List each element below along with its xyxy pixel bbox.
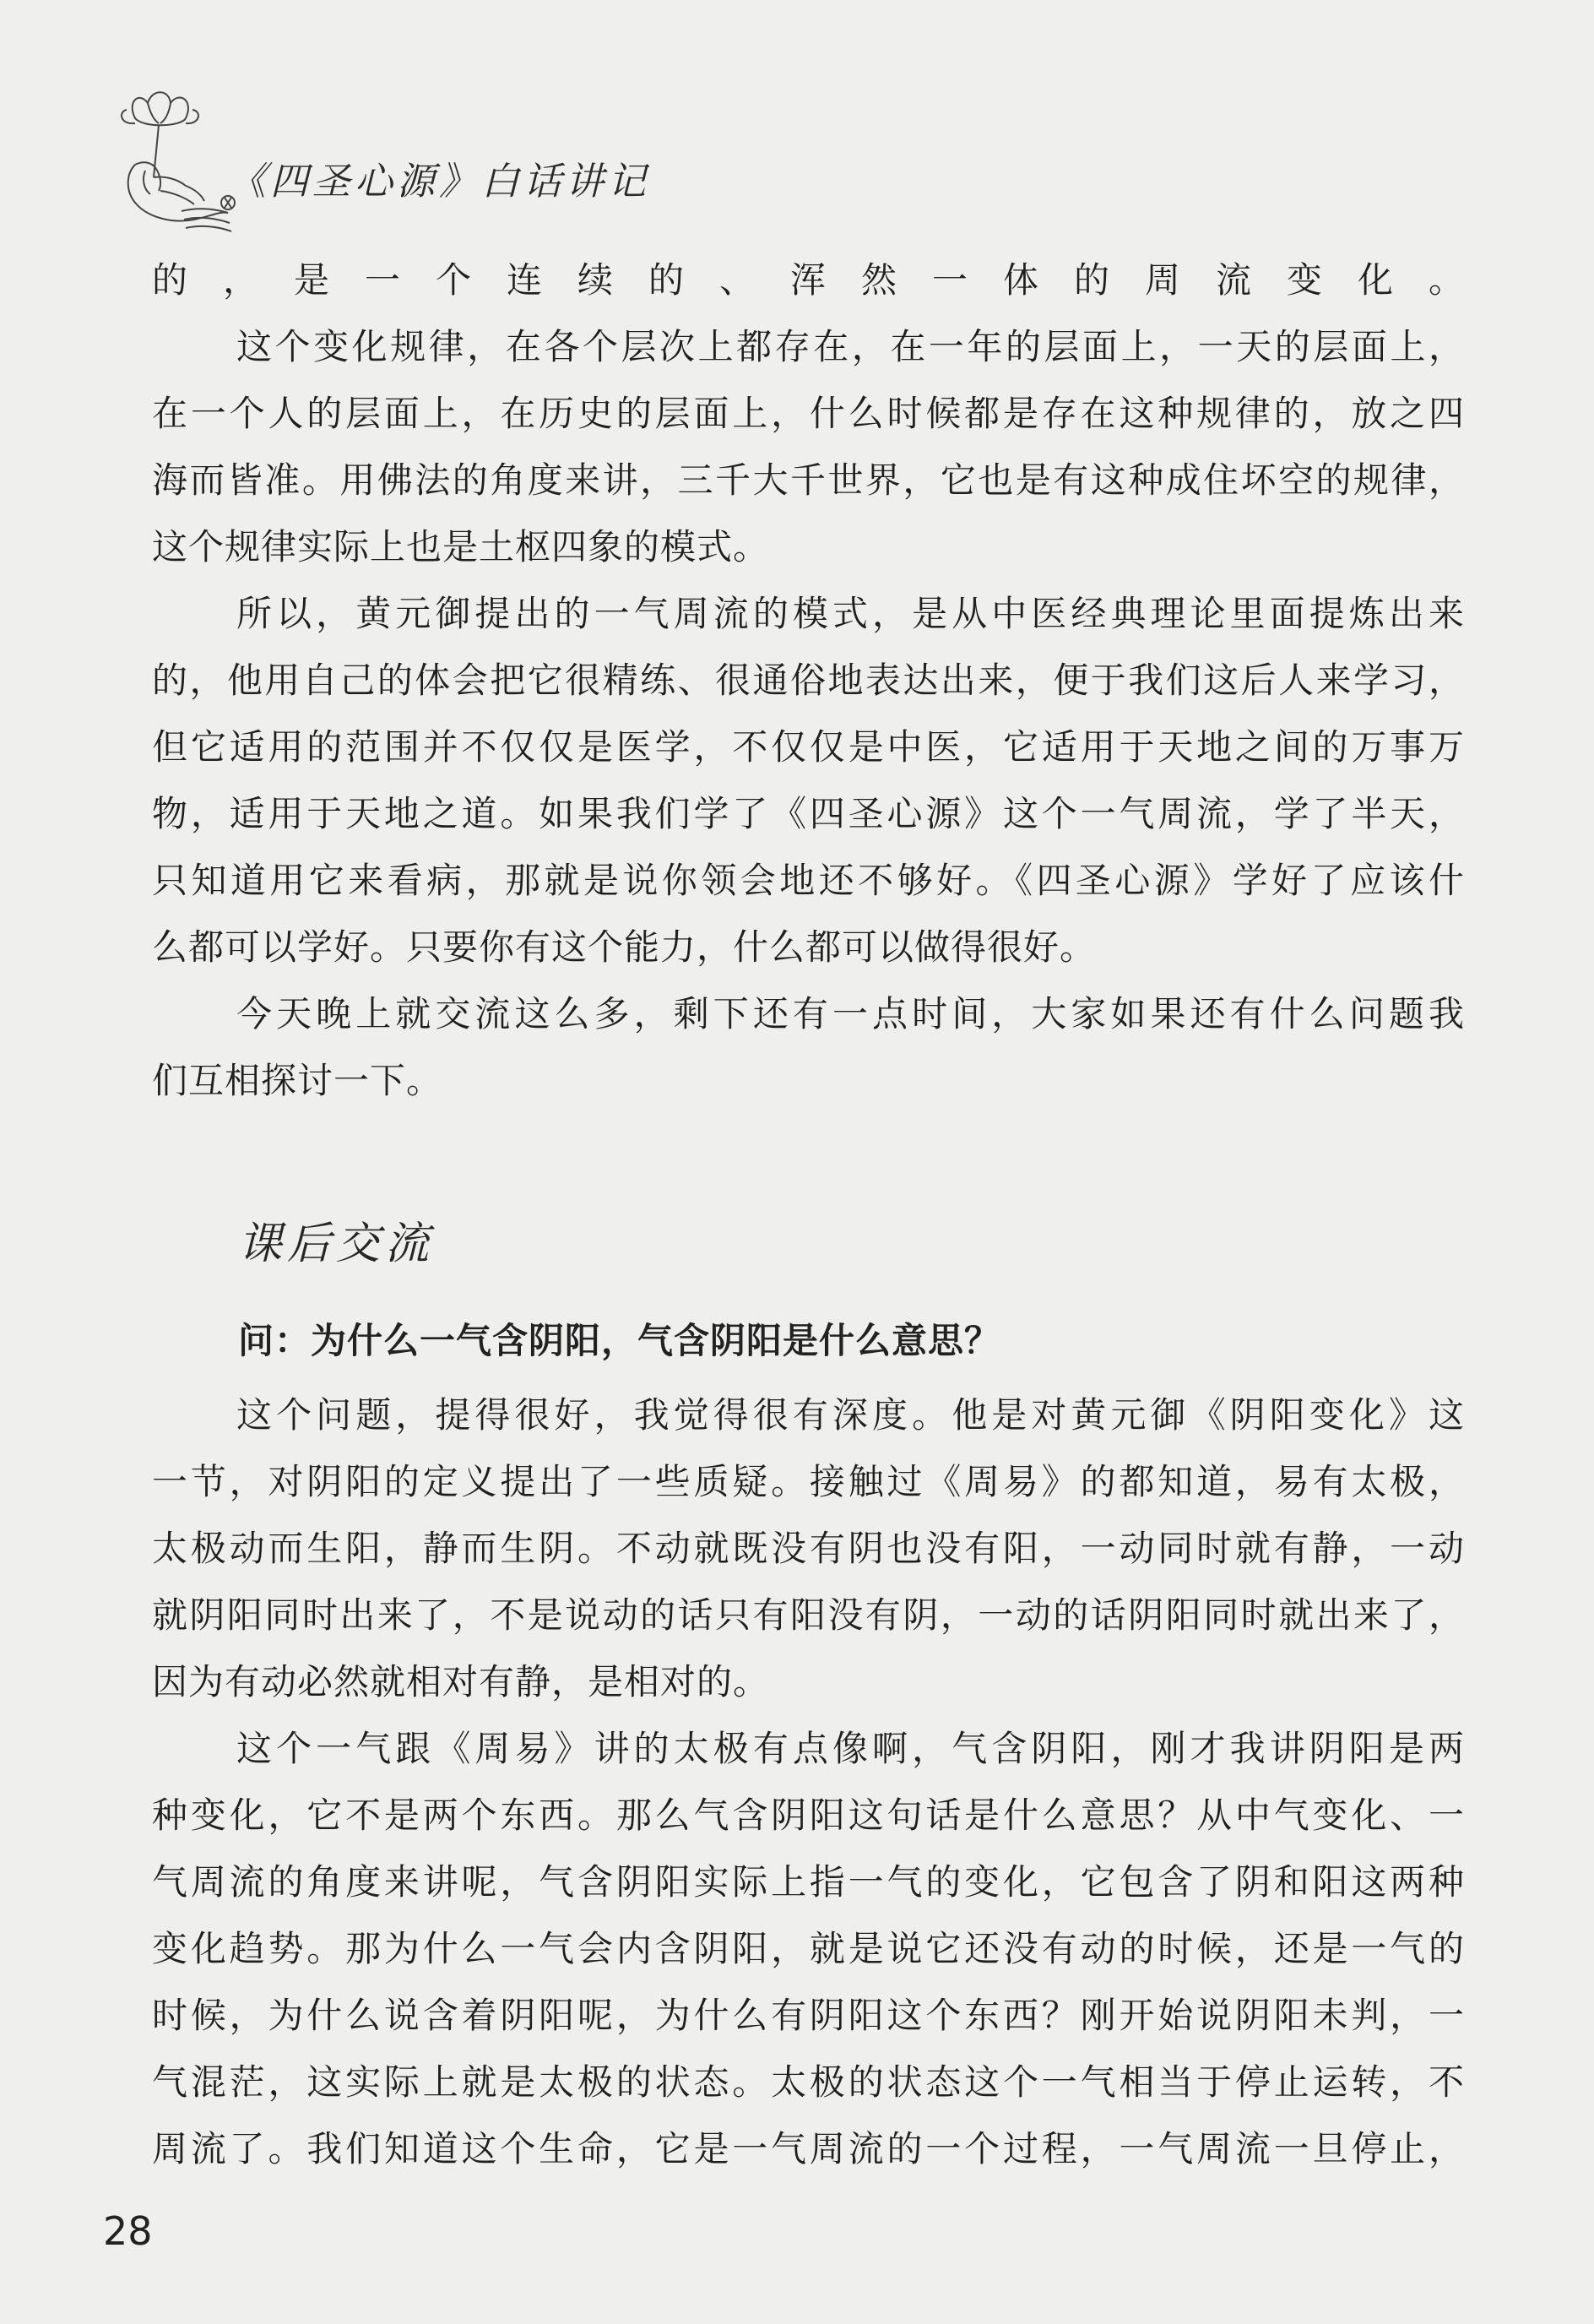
text-block-1 bbox=[152, 247, 1465, 1114]
text-line: 太极动而生阳，静而生阴。不动就既没有阴也没有阳，一动同时就有静，一动 bbox=[152, 1528, 1465, 1569]
text-line: 所以，黄元御提出的一气周流的模式，是从中医经典理论里面提炼出来 bbox=[236, 593, 1465, 634]
text-line: 一节，对阴阳的定义提出了一些质疑。接触过《周易》的都知道，易有太极， bbox=[152, 1461, 1465, 1502]
text-block-2 bbox=[152, 1382, 1465, 2182]
text-line: 变化趋势。那为什么一气会内含阴阳，就是说它还没有动的时候，还是一气的 bbox=[152, 1928, 1465, 1969]
text-line: 这个变化规律，在各个层次上都存在，在一年的层面上，一天的层面上， bbox=[236, 326, 1465, 367]
text-line: 只知道用它来看病，那就是说你领会地还不够好。《四圣心源》学好了应该什 bbox=[152, 860, 1465, 901]
text-line: 气混茫，这实际上就是太极的状态。太极的状态这个一气相当于停止运转，不 bbox=[152, 2061, 1465, 2103]
page-number: 28 bbox=[103, 2208, 153, 2254]
text-line: 的，是一个连续的、浑然一体的周流变化。 bbox=[152, 259, 1465, 301]
text-line: 气周流的角度来讲呢，气含阴阳实际上指一气的变化，它包含了阴和阳这两种 bbox=[152, 1861, 1465, 1903]
text-line: 周流了。我们知道这个生命，它是一气周流的一个过程，一气周流一旦停止， bbox=[152, 2128, 1465, 2169]
question-heading: 问：为什么一气含阴阳，气含阴阳是什么意思？ bbox=[238, 1320, 1001, 1361]
text-line: 种变化，它不是两个东西。那么气含阴阳这句话是什么意思？从中气变化、一 bbox=[152, 1795, 1465, 1836]
text-line: 物，适用于天地之道。如果我们学了《四圣心源》这个一气周流，学了半天， bbox=[152, 793, 1465, 834]
text-line: 海而皆准。用佛法的角度来讲，三千大千世界，它也是有这种成住坏空的规律， bbox=[152, 459, 1465, 501]
section-title: 课后交流 bbox=[238, 1219, 435, 1269]
text-line: 就阴阳同时出来了，不是说动的话只有阳没有阴，一动的话阴阳同时就出来了， bbox=[152, 1594, 1465, 1636]
text-line: 在一个人的层面上，在历史的层面上，什么时候都是存在这种规律的，放之四 bbox=[152, 393, 1465, 434]
text-line: 时候，为什么说含着阴阳呢，为什么有阴阳这个东西？刚开始说阴阳未判，一 bbox=[152, 1995, 1465, 2036]
text-line: 们互相探讨一下。 bbox=[152, 1060, 443, 1101]
text-line: 因为有动必然就相对有静，是相对的。 bbox=[152, 1661, 770, 1702]
text-line: 么都可以学好。只要你有这个能力，什么都可以做得很好。 bbox=[152, 926, 1097, 968]
text-line: 今天晚上就交流这么多，剩下还有一点时间，大家如果还有什么问题我 bbox=[236, 993, 1465, 1034]
book-title: 《四圣心源》白话讲记 bbox=[228, 159, 651, 204]
text-line: 这个问题，提得很好，我觉得很有深度。他是对黄元御《阴阳变化》这 bbox=[236, 1394, 1465, 1436]
text-line: 但它适用的范围并不仅仅是医学，不仅仅是中医，它适用于天地之间的万事万 bbox=[152, 726, 1465, 768]
lotus-hand-icon bbox=[101, 84, 236, 236]
text-line: 的，他用自己的体会把它很精练、很通俗地表达出来，便于我们这后人来学习， bbox=[152, 660, 1465, 701]
page-header bbox=[101, 84, 777, 236]
text-line: 这个一气跟《周易》讲的太极有点像啊，气含阴阳，刚才我讲阴阳是两 bbox=[236, 1728, 1465, 1769]
text-line: 这个规律实际上也是土枢四象的模式。 bbox=[152, 526, 770, 567]
